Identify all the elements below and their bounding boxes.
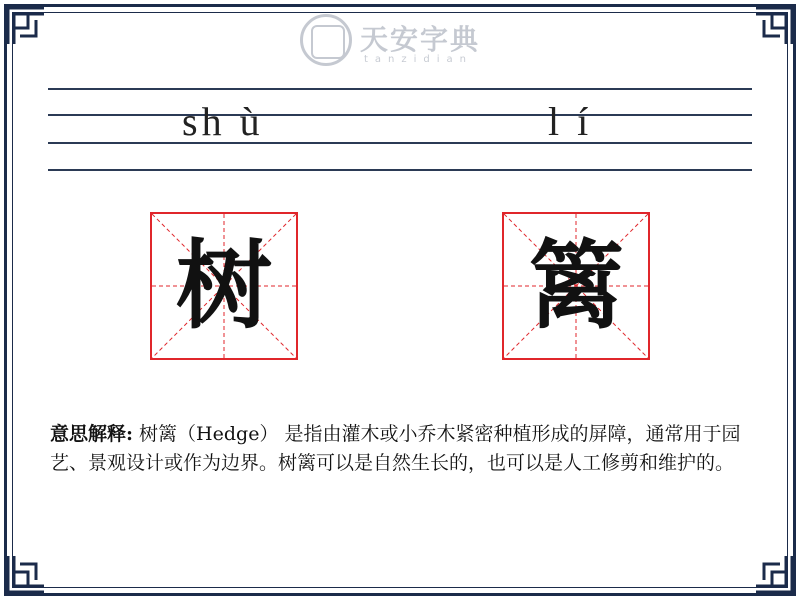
character-2: 篱	[528, 230, 624, 342]
pinyin-syllable-1: sh ù	[182, 99, 264, 144]
logo-title: 天安字典	[360, 23, 481, 56]
character-grid-2	[502, 212, 650, 360]
pinyin-line-2	[48, 114, 752, 116]
logo-subtitle: tanzidian	[364, 54, 474, 65]
pinyin-line-1	[48, 88, 752, 90]
pinyin-syllable-2: l í	[548, 99, 593, 144]
meaning-text: 树篱（Hedge） 是指由灌木或小乔木紧密种植形成的屏障，通常用于园艺、景观设计或作为边界。树篱可以是自然生长的，也可以是人工修剪和维护的。	[50, 423, 741, 474]
corner-ornament-icon	[754, 6, 794, 46]
corner-ornament-icon	[754, 554, 794, 594]
character-1: 树	[176, 230, 272, 342]
meaning-paragraph	[50, 420, 750, 478]
logo-seal-icon	[300, 14, 352, 66]
character-grid-1	[150, 212, 298, 360]
watermark-logo	[300, 14, 500, 70]
pinyin-line-4	[48, 169, 752, 171]
pinyin-line-3	[48, 142, 752, 144]
meaning-label: 意思解释:	[50, 423, 134, 445]
inner-border	[12, 12, 788, 588]
corner-ornament-icon	[6, 554, 46, 594]
corner-ornament-icon	[6, 6, 46, 46]
